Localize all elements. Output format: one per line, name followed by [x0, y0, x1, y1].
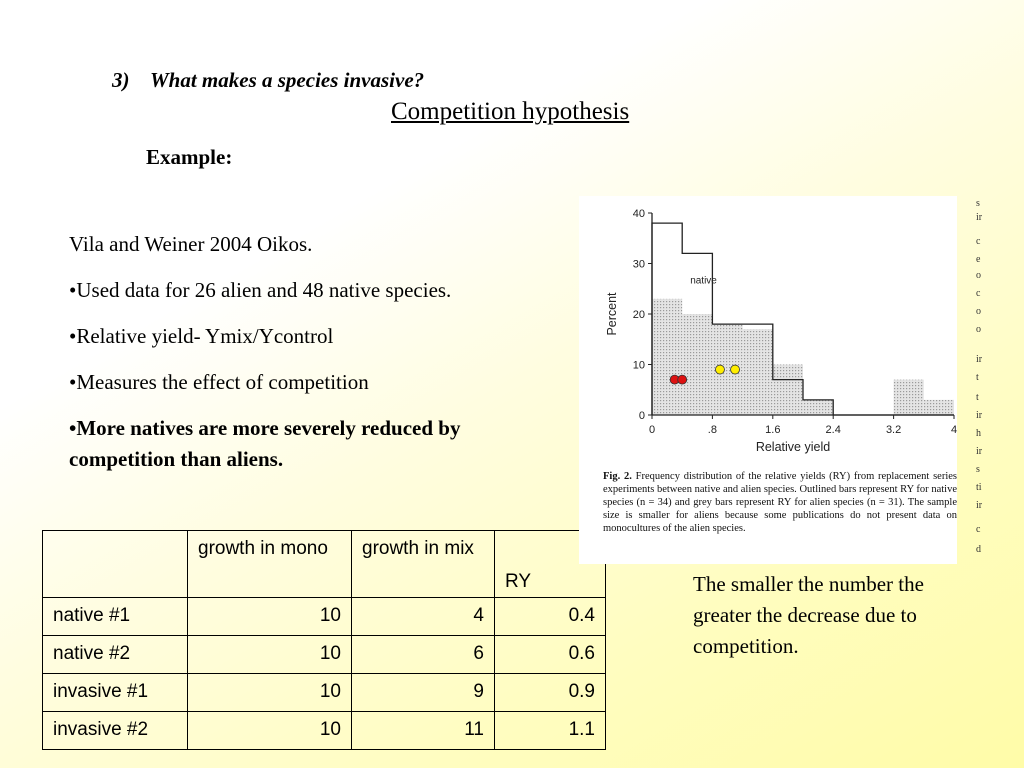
cropped-letter: h — [976, 428, 981, 439]
cropped-letter: ir — [976, 446, 983, 457]
y-tick-label: 30 — [632, 258, 645, 271]
alien-bar — [652, 299, 682, 415]
cropped-text-strip — [970, 196, 990, 564]
slide-subtitle: Competition hypothesis — [391, 98, 630, 125]
cropped-letter: e — [976, 254, 981, 265]
table-cell: 0.9 — [495, 674, 606, 712]
cropped-letter: o — [976, 324, 981, 335]
cropped-letter: ir — [976, 500, 983, 511]
cropped-letter: s — [976, 198, 980, 209]
x-axis-title: Relative yield — [755, 440, 831, 454]
table-cell: 10 — [188, 712, 352, 750]
table-cell: 4 — [352, 598, 495, 636]
ry-table — [42, 530, 606, 750]
y-axis-title: Percent — [605, 292, 619, 336]
table-cell: 0.6 — [495, 636, 606, 674]
x-tick-label: 3.2 — [885, 424, 902, 436]
table-cell: invasive #2 — [43, 712, 188, 750]
table-cell: 9 — [352, 674, 495, 712]
table-row — [43, 674, 606, 712]
alien-bar — [682, 314, 712, 415]
table-cell: 1.1 — [495, 712, 606, 750]
side-note: The smaller the number the greater the decrease due to competition. — [693, 572, 924, 658]
table-header-row — [43, 531, 606, 598]
y-tick-label: 10 — [632, 359, 645, 372]
cropped-letter: ir — [976, 410, 983, 421]
bullet-data-used: •Used data for 26 alien and 48 native species. — [69, 278, 452, 302]
example-label: Example: — [146, 145, 233, 169]
question-title: What makes a species invasive? — [150, 68, 425, 92]
body-text — [69, 229, 509, 490]
table-cell: native #1 — [43, 598, 188, 636]
y-tick-label: 0 — [638, 410, 645, 422]
bullet-conclusion: •More natives are more severely reduced by competition than aliens. — [69, 416, 461, 471]
example-marker — [731, 365, 740, 374]
x-tick-label: 0 — [648, 424, 656, 436]
cropped-letter: c — [976, 236, 981, 247]
table-cell: 10 — [188, 598, 352, 636]
cropped-letter: o — [976, 306, 981, 317]
cropped-letter: c — [976, 524, 981, 535]
table-cell: 11 — [352, 712, 495, 750]
table-cell: 0.4 — [495, 598, 606, 636]
cropped-letter: d — [976, 544, 981, 555]
cropped-letter: t — [976, 392, 979, 403]
x-tick-label: 4 — [950, 424, 957, 436]
table-header-cell: RY — [495, 531, 606, 598]
x-tick-label: .8 — [707, 424, 717, 436]
table-cell: 6 — [352, 636, 495, 674]
table-cell: 10 — [188, 674, 352, 712]
cropped-letter: s — [976, 464, 980, 475]
x-tick-label: 1.6 — [765, 424, 781, 436]
table-header-cell: growth in mix — [352, 531, 495, 598]
x-tick-label: 2.4 — [825, 424, 841, 436]
native-series-label: native — [690, 275, 717, 287]
alien-bar — [773, 365, 803, 416]
alien-bar — [924, 400, 954, 415]
example-marker — [678, 375, 687, 384]
table-cell: 10 — [188, 636, 352, 674]
caption-lead: Fig. 2. — [603, 471, 632, 482]
cropped-letter: ir — [976, 354, 983, 365]
table-cell: invasive #1 — [43, 674, 188, 712]
cropped-letter: o — [976, 270, 981, 281]
table-row — [43, 598, 606, 636]
bullet-relative-yield: •Relative yield- Ymix/Ycontrol — [69, 324, 334, 348]
cropped-letter: c — [976, 288, 981, 299]
bullet-measures: •Measures the effect of competition — [69, 370, 369, 394]
alien-bar — [743, 329, 773, 415]
citation-text: Vila and Weiner 2004 Oikos. — [69, 232, 313, 256]
figure-caption — [603, 470, 957, 535]
table-row — [43, 636, 606, 674]
table-header-cell: growth in mono — [188, 531, 352, 598]
ry-figure — [579, 196, 957, 564]
ry-histogram — [579, 196, 957, 466]
alien-bar — [894, 380, 924, 415]
y-tick-label: 40 — [632, 208, 645, 220]
table-row — [43, 712, 606, 750]
table-cell: native #2 — [43, 636, 188, 674]
cropped-letter: t — [976, 372, 979, 383]
cropped-letter: ti — [976, 482, 982, 493]
cropped-letter: ir — [976, 212, 983, 223]
question-number: 3) — [112, 68, 130, 92]
y-tick-label: 20 — [632, 309, 645, 321]
table-header-cell — [43, 531, 188, 598]
alien-bar — [803, 400, 833, 415]
example-marker — [715, 365, 724, 374]
caption-body: Frequency distribution of the relative yields (RY) from replacement series experiments between native and alien species. Outlined bars represent RY for native species (n = 34) and grey bars represent RY for alien species (n = 31). The sample size is smaller for aliens because some publications do not present data on monocultures of the alien species. — [603, 471, 957, 534]
